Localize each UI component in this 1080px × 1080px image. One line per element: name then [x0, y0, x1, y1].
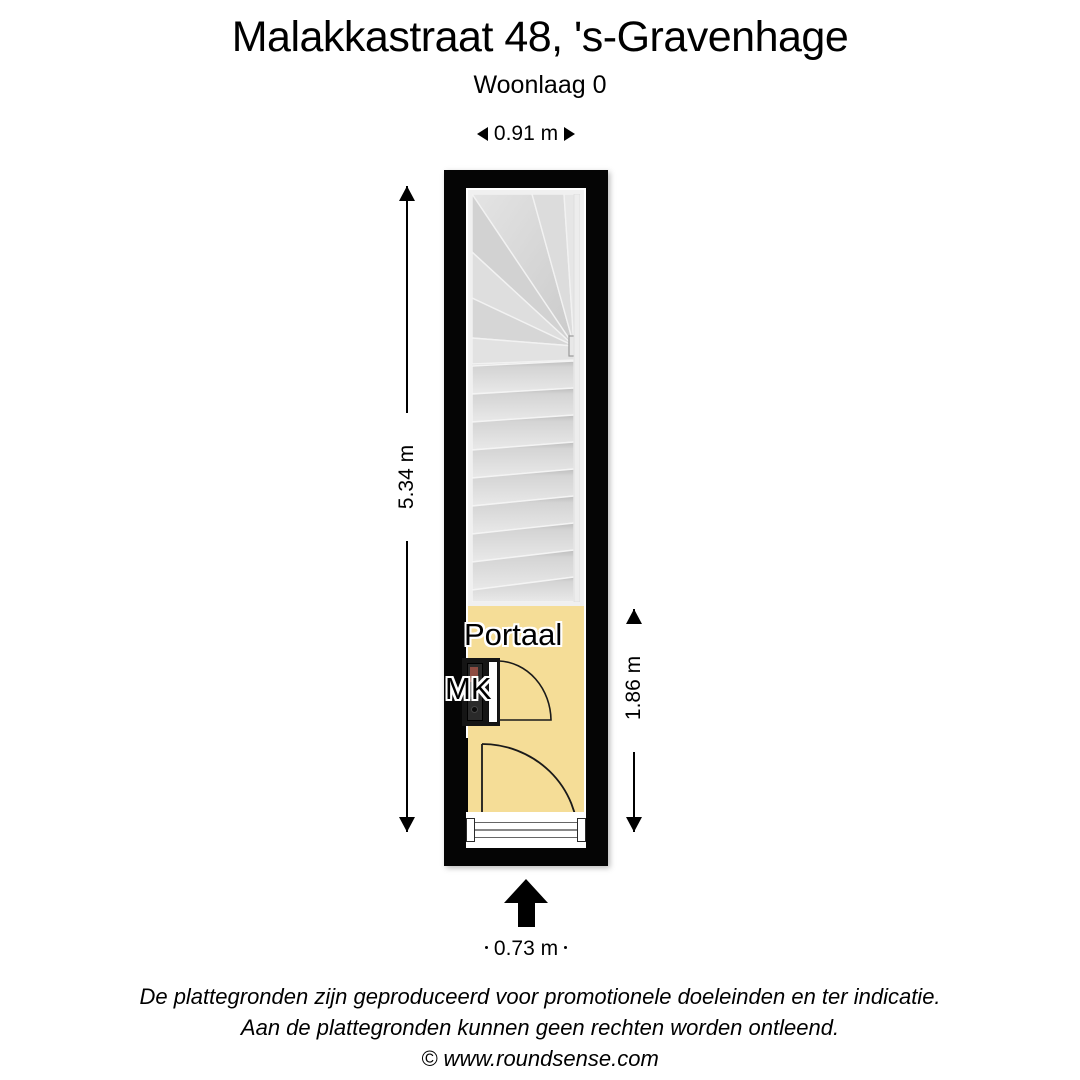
dimension-bottom-width [430, 937, 622, 961]
copyright-line: © www.roundsense.com [421, 1046, 659, 1072]
arrow-shaft [518, 899, 535, 927]
arrow-down-icon [399, 817, 415, 832]
tick-dot-right-icon [564, 946, 567, 949]
arrow-up-icon [626, 609, 642, 624]
building-outline [444, 170, 608, 866]
winder-treads [472, 194, 580, 364]
room-label-mk: MK [445, 671, 492, 706]
dimension-top-width [430, 119, 622, 149]
meter-cabinet-door-swing [497, 660, 553, 722]
meter-knob-icon [471, 706, 478, 713]
straight-treads [472, 361, 574, 602]
page-title: Malakkastraat 48, 's-Gravenhage [231, 13, 849, 61]
front-door-leaf [474, 822, 578, 838]
door-jamb-right [577, 818, 586, 842]
stair-stringer [574, 194, 580, 602]
disclaimer-line-1: De plattegronden zijn geproduceerd voor promotionele doeleinden en ter indicatie. [139, 984, 941, 1009]
dimension-top-width-label: 0.91 m [493, 122, 559, 145]
arrow-left-icon [477, 127, 488, 141]
disclaimer-line-2: Aan de plattegronden kunnen geen rechten worden ontleend. [240, 1015, 840, 1041]
door-jamb-left [466, 818, 475, 842]
entrance-direction-arrow [504, 879, 548, 927]
front-door [466, 812, 586, 848]
dimension-left-height-label: 5.34 m [390, 413, 424, 541]
arrow-right-icon [564, 127, 575, 141]
arrow-up-icon [399, 186, 415, 201]
disclaimer-footer [0, 981, 1080, 1075]
arrow-head-icon [504, 879, 548, 903]
room-label-portaal: Portaal [464, 617, 563, 652]
arrow-down-icon [626, 817, 642, 832]
staircase [468, 190, 584, 606]
tick-dot-left-icon [485, 946, 488, 949]
dimension-right-height-label: 1.86 m [617, 624, 651, 752]
floor-subtitle: Woonlaag 0 [473, 71, 607, 100]
dimension-right-height [622, 609, 646, 832]
dimension-bottom-width-label: 0.73 m [493, 937, 559, 960]
dimension-left-height [395, 186, 419, 832]
